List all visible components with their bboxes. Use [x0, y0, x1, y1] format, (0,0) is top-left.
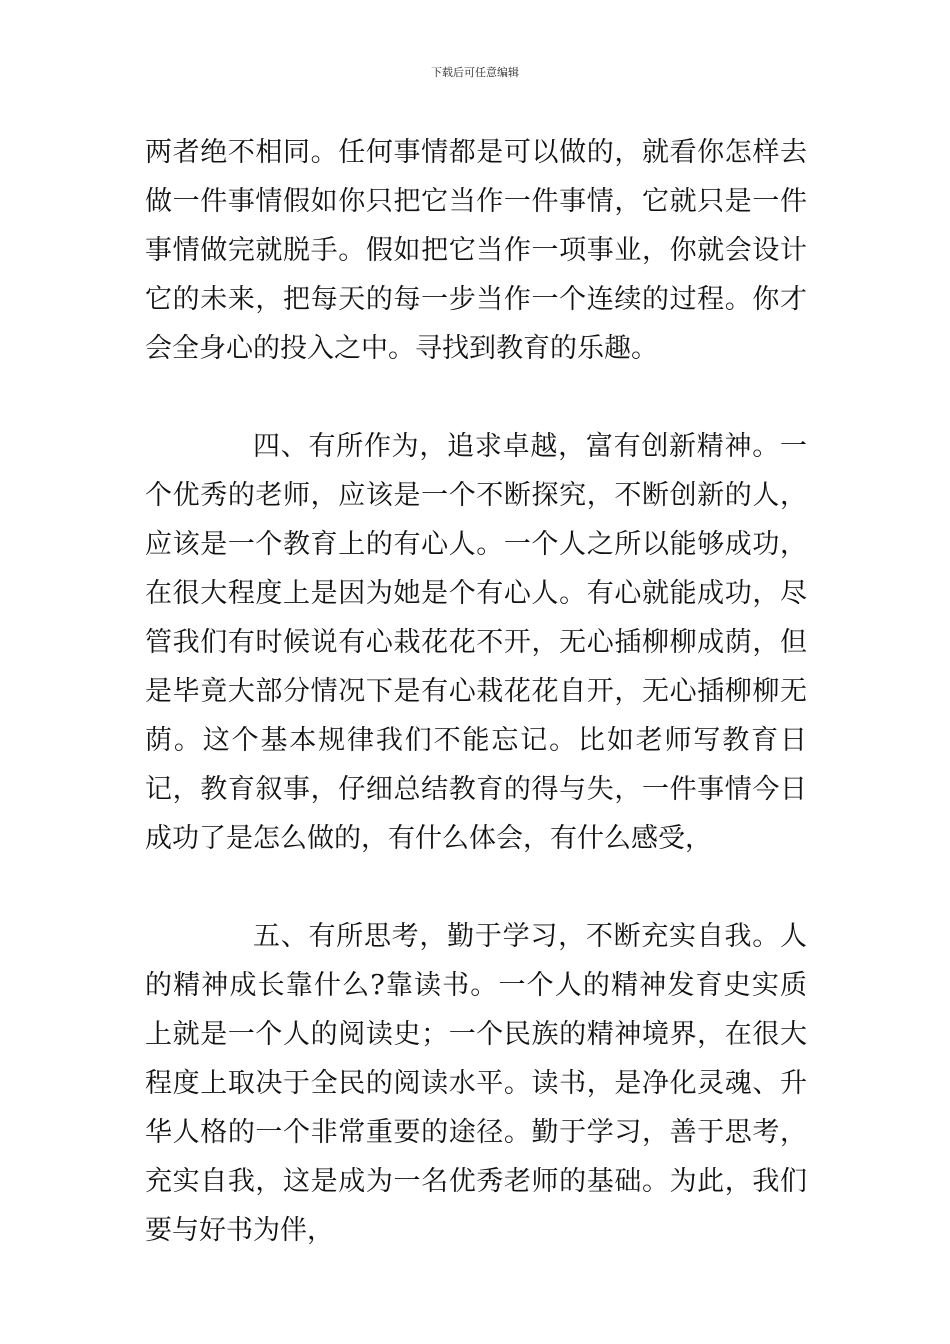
paragraph-section-five: 五、有所思考，勤于学习，不断充实自我。人的精神成长靠什么?靠读书。一个人的精神发育史实质上就是一个人的阅读史；一个民族的精神境界，在很大程度上取决于全民的阅读水平。读书，是净化灵魂、升华人格的一个非常重要的途径。勤于学习，善于思考，充实自我，这是成为一名优秀老师的基础。为此，我们要与好书为伴， — [145, 921, 807, 1246]
document-body — [145, 128, 807, 1255]
page-header: 下载后可任意编辑 — [431, 66, 519, 79]
paragraph-section-four: 四、有所作为，追求卓越，富有创新精神。一个优秀的老师，应该是一个不断探究，不断创新的人，应该是一个教育上的有心人。一个人之所以能够成功，在很大程度上是因为她是个有心人。有心就能成功，尽管我们有时候说有心栽花花不开，无心插柳柳成荫，但是毕竟大部分情况下是有心栽花花自开，无心插柳柳无荫。这个基本规律我们不能忘记。比如老师写教育日记，教育叙事，仔细总结教育的得与失，一件事情今日成功了是怎么做的，有什么体会，有什么感受， — [145, 431, 807, 854]
paragraph-continuation: 两者绝不相同。任何事情都是可以做的，就看你怎样去做一件事情假如你只把它当作一件事情，它就只是一件事情做完就脱手。假如把它当作一项事业，你就会设计它的未来，把每天的每一步当作一个连续的过程。你才会全身心的投入之中。寻找到教育的乐趣。 — [145, 137, 807, 364]
